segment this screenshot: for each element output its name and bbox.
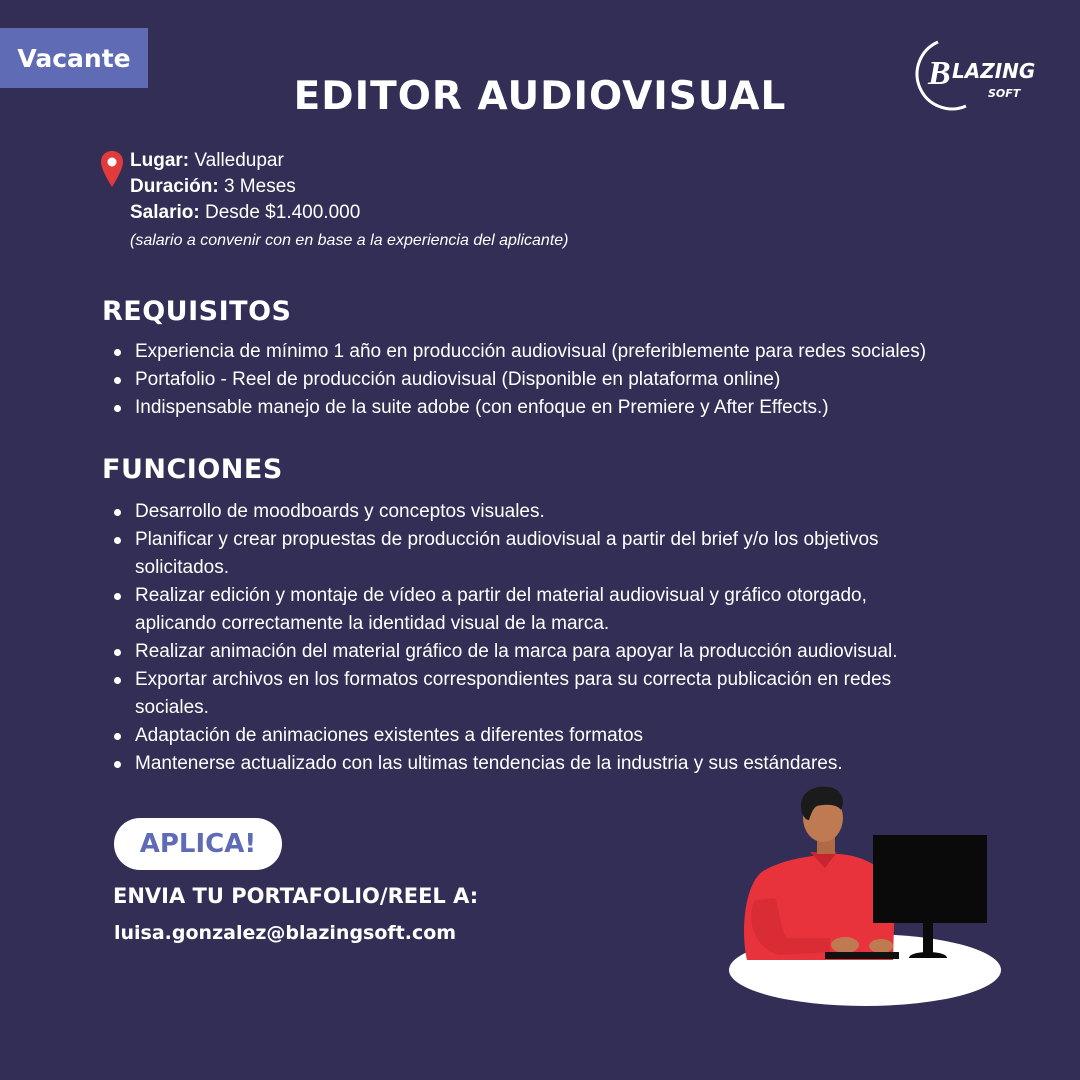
apply-button[interactable]: APLICA! [114, 818, 282, 870]
functions-list [113, 498, 943, 778]
list-item: Desarrollo de moodboards y conceptos visuales. [113, 498, 943, 526]
contact-email[interactable]: luisa.gonzalez@blazingsoft.com [114, 922, 457, 944]
requirements-list [113, 338, 1013, 422]
job-info [100, 148, 568, 254]
list-item: Mantenerse actualizado con las ultimas tendencias de la industria y sus estándares. [113, 750, 943, 778]
place-label: Lugar: [130, 150, 190, 171]
list-item: Exportar archivos en los formatos correspondientes para su correcta publicación en redes sociales. [113, 666, 943, 722]
duration-line [130, 174, 568, 200]
vacancy-tag: Vacante [0, 28, 148, 88]
list-item: Experiencia de mínimo 1 año en producción audiovisual (preferiblemente para redes sociales) [113, 338, 1013, 366]
list-item: Planificar y crear propuestas de producción audiovisual a partir del brief y/o los objetivos solicitados. [113, 526, 943, 582]
person-at-computer-illustration [725, 780, 1010, 1015]
list-item: Realizar animación del material gráfico de la marca para apoyar la producción audiovisual. [113, 638, 943, 666]
send-portfolio-label: ENVIA TU PORTAFOLIO/REEL A: [113, 884, 479, 908]
place-line [130, 148, 568, 174]
page-title: EDITOR AUDIOVISUAL [293, 74, 787, 119]
list-item: Indispensable manejo de la suite adobe (con enfoque en Premiere y After Effects.) [113, 394, 1013, 422]
requirements-heading: REQUISITOS [102, 296, 292, 327]
duration-label: Duración: [130, 176, 219, 197]
salary-value: Desde $1.400.000 [199, 202, 361, 223]
logo-text: LAZING [952, 59, 1036, 83]
functions-heading: FUNCIONES [102, 454, 283, 485]
salary-label: Salario: [130, 202, 200, 223]
logo-subtext: SOFT [988, 87, 1021, 100]
salary-line [130, 200, 568, 226]
list-item: Portafolio - Reel de producción audiovisual (Disponible en plataforma online) [113, 366, 1013, 394]
location-pin-icon [100, 150, 124, 188]
place-value: Valledupar [189, 150, 284, 171]
duration-value: 3 Meses [218, 176, 296, 197]
list-item: Realizar edición y montaje de vídeo a partir del material audiovisual y gráfico otorgado, aplicando correctamente la identidad visual de la marca. [113, 582, 943, 638]
logo-initial: B [928, 55, 951, 92]
list-item: Adaptación de animaciones existentes a diferentes formatos [113, 722, 943, 750]
salary-note: (salario a convenir con en base a la experiencia del aplicante) [130, 232, 569, 249]
